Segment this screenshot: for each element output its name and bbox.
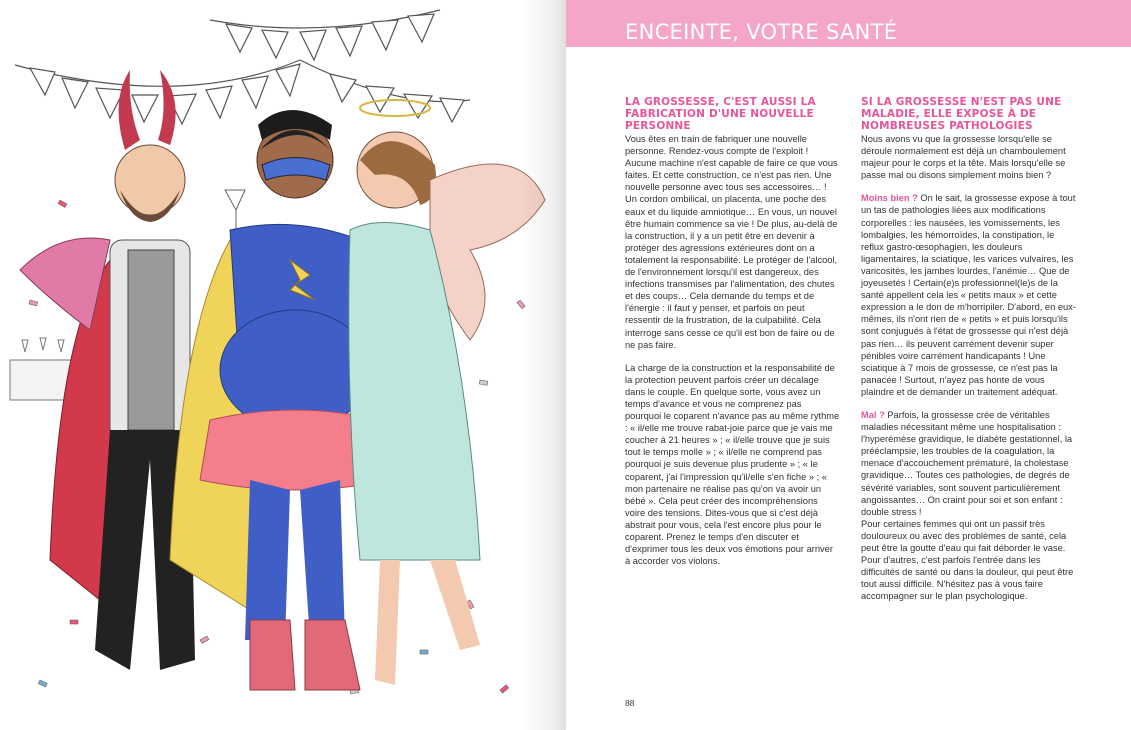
intro-paragraph: Nous avons vu que la grossesse lorsqu'elle se déroule normalement est déjà un chamboulement majeur pour le corps et la tête. Mais lorsqu'elle se passe mal ou disons simplement moins bien ? bbox=[861, 134, 1066, 181]
chapter-header-band bbox=[566, 0, 1131, 47]
page-number: 88 bbox=[625, 698, 635, 708]
page-gutter-shadow bbox=[520, 0, 566, 730]
closing-paragraph: Pour certaines femmes qui ont un passif très douloureux ou avec des problèmes de santé, cela peut être la goutte d'eau qui fait déborder le vase. Pour d'autres, c'est parfois l'entrée dans les difficultés de santé ou dans la douleur, qui peut être tout aussi difficile. N'hésitez pas à vous faire accompagner sur le plan psychologique. bbox=[861, 518, 1074, 602]
section-body bbox=[625, 133, 840, 567]
text-page bbox=[566, 0, 1131, 730]
paragraph: La charge de la construction et la responsabilité de la protection peuvent parfois créer un décalage dans le couple. En quelque sorte, vous avez un temps d'avance et vous ne comprenez pas pourquoi le coparent n'avance pas au même rythme : « il/elle me trouve rabat-joie parce que je vais me coucher à 21 heures » ; « il/elle trouve que je suis tout le temps molle » ; « il/elle ne comprend pas pourquoi je suis devenue plus prudente » ; « le coparent, j'ai l'impression qu'il/elle s'en fiche » ; « mon partenaire ne réalise pas qu'on va avoir un bébé ». Cela peut créer des incompréhensions voire des tensions. Dites-vous que si c'est déjà abstrait pour vous, cela l'est encore plus pour le coparent. Prenez le temps d'en discuter et d'exprimer tous les deux vos émotions pour arriver à accorder vos violons. bbox=[625, 362, 840, 567]
paragraph-text: Parfois, la grossesse crée de véritables maladies nécessitant même une hospitalisation : l'hyperémèse gravidique, le diabète gestationnel, la prééclampsie, les troubles de la coagulation, la menace d'accouchement prématuré, la cholestase gravidique… Toutes ces pathologies, de degrés de sévérité variables, sont souvent particulièrement angoissantes… On craint pour soi et son enfant : double stress ! bbox=[861, 409, 1073, 517]
paragraph-mal bbox=[861, 409, 1076, 518]
section-heading: LA GROSSESSE, C'EST AUSSI LA FABRICATION D'UNE NOUVELLE PERSONNE bbox=[625, 96, 816, 132]
bunting-garland bbox=[15, 10, 470, 124]
lead-in: Moins bien ? bbox=[861, 193, 918, 204]
paragraph-text: On le sait, la grossesse expose à tout un tas de pathologies liées aux modifications corporelles : les nausées, les vomissements, les lombalgies, les hémorroïdes, la constipation, le reflux gastro-œsophagien, les douleurs ligamentaires, la sciatique, les varices vulvaires, les varicosités, les jambes lourdes, l'anémie… Que de joyeusetés ! Certain(e)s professionnel(le)s de la santé appellent cela les « petits maux » et cette expression a le don de m'horripiler. D'abord, en eux-mêmes, ils n'ont rien de « petits » et puis lorsqu'ils sont conjugués à l'état de grossesse qui n'est déjà pas rien… ils peuvent carrément devenir super pénibles voire carrément handicapants ! Une sciatique à 7 mois de grossesse, ce n'est pas la panacée ! Surtout, n'ayez pas honte de vous plaindre et de demander un traitement adéquat. bbox=[861, 193, 1076, 397]
angel-figure bbox=[349, 100, 545, 685]
lead-in: Mal ? bbox=[861, 409, 885, 420]
section-heading: SI LA GROSSESSE N'EST PAS UNE MALADIE, ELLE EXPOSE À DE NOMBREUSES PATHOLOGIES bbox=[861, 96, 1062, 132]
paragraph: Vous êtes en train de fabriquer une nouvelle personne. Rendez-vous compte de l'exploit ! Aucune machine n'est capable de faire ce que vous faites. Et cette construction, ce n'est pas rien. Une nouvelle personne avec tous ses accessoires… ! Un cordon ombilical, un placenta, une poche des eaux et du liquide amniotique… En vous, un nouvel être humain commence sa vie ! De plus, au-delà de la construction, il y a un petit être en devenir à protéger des agressions extérieures dont on a totalement la responsabilité. Le protéger de l'alcool, de l'environnement lorsqu'il est dangereux, des infections transmises par l'alimentation, des chutes et des coups… Cela demande du temps et de l'énergie : il faut y penser, et parfois on peut ressentir de la frustration, de la culpabilité. Cela interroge sans cesse ce qu'il est bon de faire ou de ne pas faire. bbox=[625, 134, 838, 350]
paragraph-moins-bien bbox=[861, 192, 1076, 398]
right-text-column bbox=[861, 96, 1076, 602]
left-text-column bbox=[625, 96, 840, 567]
chapter-title: ENCEINTE, VOTRE SANTÉ bbox=[625, 20, 898, 44]
section-body bbox=[861, 133, 1076, 602]
